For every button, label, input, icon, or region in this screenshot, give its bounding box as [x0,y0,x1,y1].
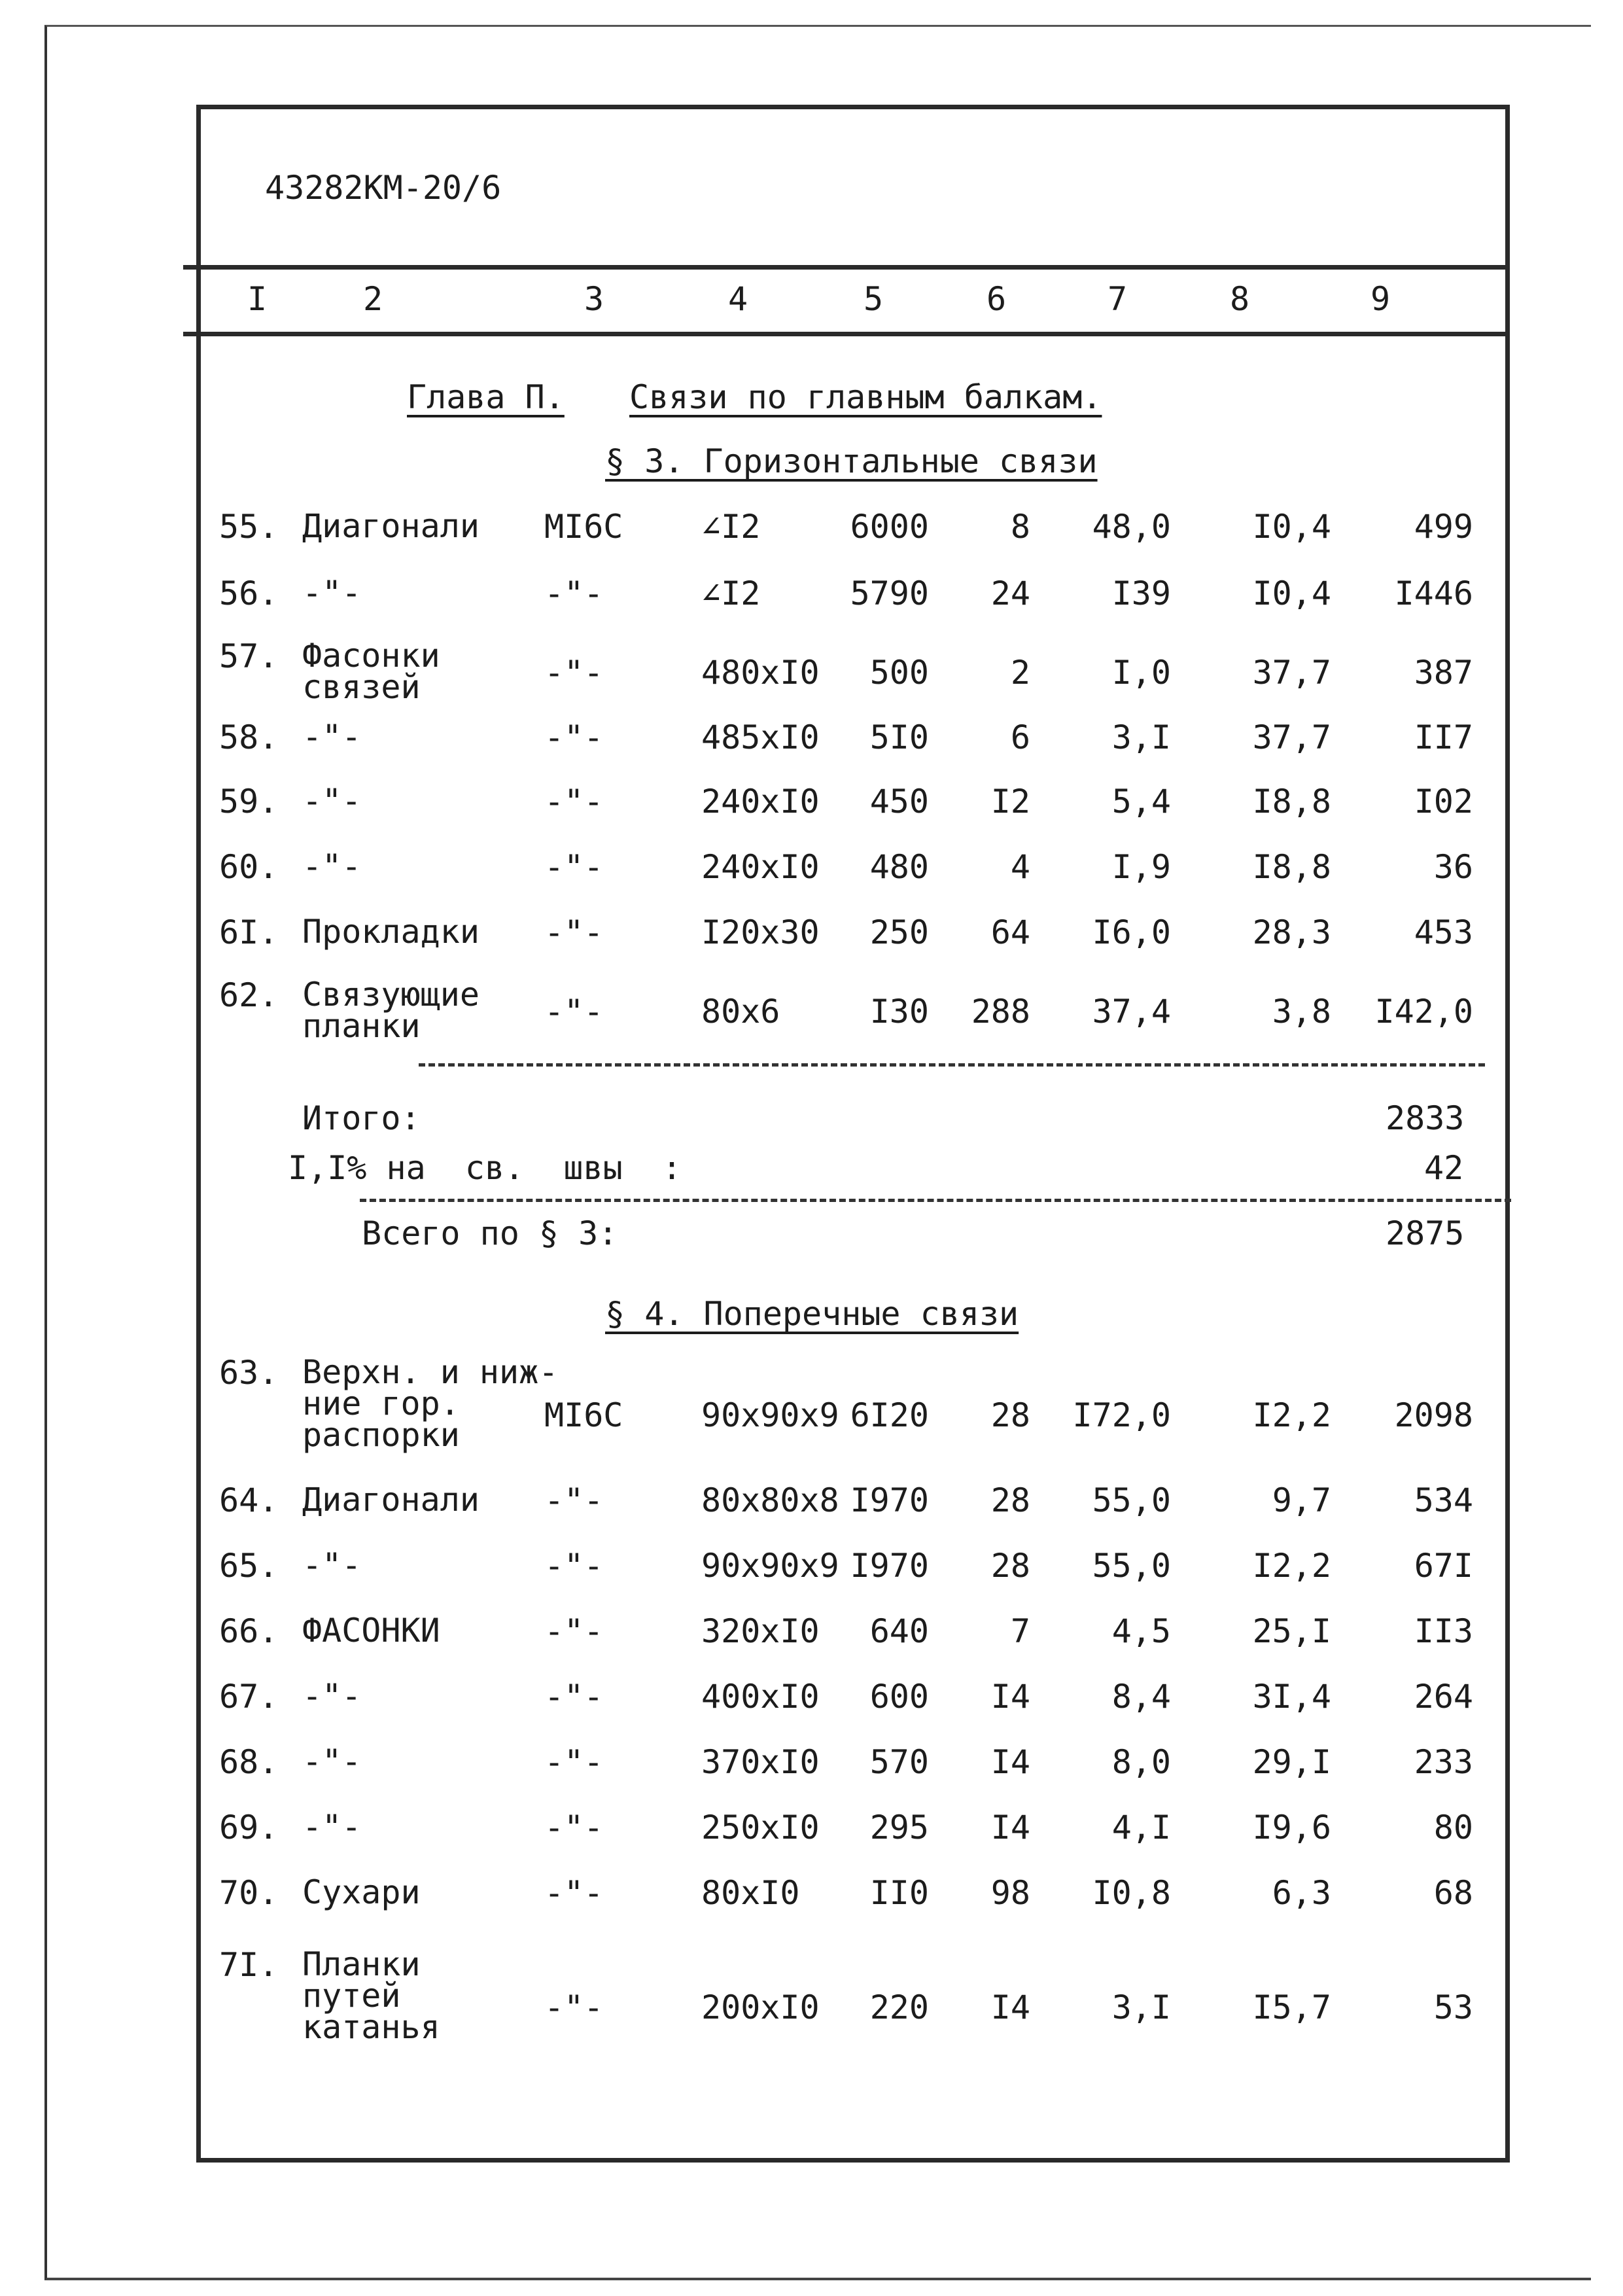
s4-row-7I-coefficient: I5,7 [1252,1988,1331,2026]
s3-row-6I-coefficient: 28,3 [1252,913,1331,951]
s4-row-65-total-mass: 67I [1414,1547,1473,1585]
s4-row-64-profile: 80х80х8 [701,1481,839,1519]
itogo-label: Итого: [302,1099,421,1137]
s4-row-68-quantity: I4 [990,1743,1030,1781]
s3-row-55-unit-mass: 48,0 [1092,508,1171,546]
col-header-4: 4 [728,280,748,318]
s3-row-58-coefficient: 37,7 [1252,718,1331,756]
s4-row-70-item-name: Сухари [302,1873,421,1911]
s3-row-60-quantity: 4 [1010,848,1030,886]
s3-row-62-length: I30 [869,993,929,1031]
s4-row-65-length: I970 [850,1547,929,1585]
col-header-8: 8 [1230,280,1250,318]
s3-row-59-unit-mass: 5,4 [1111,783,1171,821]
s3-row-58-steel-grade: -"- [544,718,604,756]
s3-row-62-unit-mass: 37,4 [1092,993,1171,1031]
s3-row-59-row-number: 59. [219,783,279,821]
divider-dashed-2 [360,1199,1511,1202]
s3-row-55-steel-grade: МI6С [544,508,623,546]
s4-row-66-unit-mass: 4,5 [1111,1612,1171,1650]
s3-row-55-length: 6000 [850,508,929,546]
section3-total-value: 2875 [1386,1214,1465,1252]
s3-row-6I-quantity: 64 [990,913,1030,951]
s3-row-56-total-mass: I446 [1394,574,1473,612]
s4-row-64-unit-mass: 55,0 [1092,1481,1171,1519]
s3-row-55-total-mass: 499 [1414,508,1473,546]
s4-row-70-length: II0 [869,1874,929,1912]
s3-row-57-row-number: 57. [219,637,279,675]
s3-row-56-length: 5790 [850,574,929,612]
s3-row-58-profile: 485хI0 [701,718,820,756]
chapter-title: Связи по главным балкам. [629,378,1102,416]
s3-row-55-quantity: 8 [1010,508,1030,546]
col-header-7: 7 [1108,280,1128,318]
s4-row-70-total-mass: 68 [1433,1874,1473,1912]
s3-row-59-item-name: -"- [302,782,362,820]
s4-row-63-length: 6I20 [850,1396,929,1434]
s4-row-66-row-number: 66. [219,1612,279,1650]
s4-row-7I-profile: 200хI0 [701,1988,820,2026]
s4-row-70-quantity: 98 [990,1874,1030,1912]
s3-row-57-quantity: 2 [1010,654,1030,692]
s3-row-57-item-name: Фасонки связей [302,637,440,706]
s3-row-55-row-number: 55. [219,508,279,546]
s3-row-56-coefficient: I0,4 [1252,574,1331,612]
itogo-value: 2833 [1386,1099,1465,1137]
s3-row-57-length: 500 [869,654,929,692]
s4-row-70-steel-grade: -"- [544,1874,604,1912]
s3-row-60-total-mass: 36 [1433,848,1473,886]
s3-row-58-total-mass: II7 [1414,718,1473,756]
s4-row-68-profile: 370хI0 [701,1743,820,1781]
s4-row-64-length: I970 [850,1481,929,1519]
s3-row-60-item-name: -"- [302,847,362,885]
s4-row-68-item-name: -"- [302,1742,362,1780]
s3-row-58-unit-mass: 3,I [1111,718,1171,756]
s3-row-6I-steel-grade: -"- [544,913,604,951]
s3-row-55-coefficient: I0,4 [1252,508,1331,546]
s4-row-67-steel-grade: -"- [544,1678,604,1716]
s4-row-70-unit-mass: I0,8 [1092,1874,1171,1912]
s3-row-60-row-number: 60. [219,848,279,886]
s4-row-69-total-mass: 80 [1433,1809,1473,1846]
document-code: 43282КМ-20/6 [265,169,502,207]
s3-row-59-total-mass: I02 [1414,783,1473,821]
s4-row-65-unit-mass: 55,0 [1092,1547,1171,1585]
s3-row-58-item-name: -"- [302,718,362,756]
s3-row-59-coefficient: I8,8 [1252,783,1331,821]
s3-row-59-steel-grade: -"- [544,783,604,821]
chapter-prefix: Глава П. [407,378,565,416]
s4-row-69-row-number: 69. [219,1809,279,1846]
s4-row-66-length: 640 [869,1612,929,1650]
s4-row-7I-unit-mass: 3,I [1111,1988,1171,2026]
s3-row-59-length: 450 [869,783,929,821]
s4-row-69-coefficient: I9,6 [1252,1809,1331,1846]
section4-heading: § 4. Поперечные связи [605,1295,1019,1333]
s4-row-7I-row-number: 7I. [219,1946,279,1984]
s3-row-62-coefficient: 3,8 [1272,993,1331,1031]
s4-row-65-coefficient: I2,2 [1252,1547,1331,1585]
s3-row-6I-item-name: Прокладки [302,913,480,951]
s4-row-63-coefficient: I2,2 [1252,1396,1331,1434]
s4-row-67-unit-mass: 8,4 [1111,1678,1171,1716]
s4-row-7I-length: 220 [869,1988,929,2026]
s3-row-6I-profile: I20х30 [701,913,820,951]
s4-row-67-item-name: -"- [302,1677,362,1715]
s4-row-68-total-mass: 233 [1414,1743,1473,1781]
s3-row-56-quantity: 24 [990,574,1030,612]
s3-row-56-item-name: -"- [302,574,362,612]
s3-row-62-item-name: Связующие планки [302,976,480,1045]
section3-heading: § 3. Горизонтальные связи [605,442,1098,480]
s3-row-58-row-number: 58. [219,718,279,756]
s4-row-67-profile: 400хI0 [701,1678,820,1716]
s4-row-70-profile: 80хI0 [701,1874,800,1912]
s4-row-63-quantity: 28 [990,1396,1030,1434]
header-rule-top [183,265,1506,270]
welds-value: 42 [1424,1149,1464,1187]
s3-row-60-unit-mass: I,9 [1111,848,1171,886]
s4-row-69-length: 295 [869,1809,929,1846]
s4-row-69-quantity: I4 [990,1809,1030,1846]
s3-row-60-profile: 240хI0 [701,848,820,886]
divider-dashed-1 [419,1063,1485,1067]
s4-row-64-quantity: 28 [990,1481,1030,1519]
s4-row-7I-steel-grade: -"- [544,1988,604,2026]
s3-row-55-item-name: Диагонали [302,507,480,545]
s4-row-64-item-name: Диагонали [302,1481,480,1519]
s4-row-67-quantity: I4 [990,1678,1030,1716]
s3-row-6I-total-mass: 453 [1414,913,1473,951]
s3-row-58-length: 5I0 [869,718,929,756]
s3-row-6I-length: 250 [869,913,929,951]
s4-row-67-length: 600 [869,1678,929,1716]
s4-row-63-row-number: 63. [219,1354,279,1392]
s4-row-68-row-number: 68. [219,1743,279,1781]
s4-row-65-row-number: 65. [219,1547,279,1585]
s3-row-55-profile: ∠I2 [701,508,761,546]
s3-row-58-quantity: 6 [1010,718,1030,756]
s4-row-63-unit-mass: I72,0 [1072,1396,1171,1434]
s4-row-66-steel-grade: -"- [544,1612,604,1650]
col-header-6: 6 [986,280,1007,318]
s3-row-59-profile: 240хI0 [701,783,820,821]
s4-row-69-unit-mass: 4,I [1111,1809,1171,1846]
s3-row-56-steel-grade: -"- [544,574,604,612]
s4-row-63-total-mass: 2098 [1394,1396,1473,1434]
col-header-2: 2 [363,280,383,318]
col-header-5: 5 [864,280,884,318]
s4-row-70-row-number: 70. [219,1874,279,1912]
s4-row-64-coefficient: 9,7 [1272,1481,1331,1519]
s3-row-59-quantity: I2 [990,783,1030,821]
s3-row-62-total-mass: I42,0 [1374,993,1473,1031]
s4-row-67-total-mass: 264 [1414,1678,1473,1716]
s3-row-56-unit-mass: I39 [1111,574,1171,612]
s4-row-68-coefficient: 29,I [1252,1743,1331,1781]
col-header-3: 3 [584,280,604,318]
s3-row-57-unit-mass: I,0 [1111,654,1171,692]
header-rule-bottom [183,332,1506,336]
s4-row-66-coefficient: 25,I [1252,1612,1331,1650]
col-header-1: I [247,280,268,318]
s4-row-67-coefficient: 3I,4 [1252,1678,1331,1716]
s4-row-65-steel-grade: -"- [544,1547,604,1585]
s4-row-68-steel-grade: -"- [544,1743,604,1781]
s4-row-7I-quantity: I4 [990,1988,1030,2026]
s3-row-6I-row-number: 6I. [219,913,279,951]
col-header-9: 9 [1370,280,1391,318]
s4-row-64-steel-grade: -"- [544,1481,604,1519]
s3-row-62-steel-grade: -"- [544,993,604,1031]
s3-row-6I-unit-mass: I6,0 [1092,913,1171,951]
s4-row-63-steel-grade: МI6С [544,1396,623,1434]
s3-row-56-profile: ∠I2 [701,574,761,612]
s4-row-7I-item-name: Планки путей катанья [302,1945,440,2046]
s4-row-69-profile: 250хI0 [701,1809,820,1846]
s3-row-62-row-number: 62. [219,976,279,1014]
s4-row-64-total-mass: 534 [1414,1481,1473,1519]
s3-row-60-length: 480 [869,848,929,886]
s4-row-65-quantity: 28 [990,1547,1030,1585]
s3-row-57-total-mass: 387 [1414,654,1473,692]
s4-row-66-profile: 320хI0 [701,1612,820,1650]
s3-row-57-profile: 480хI0 [701,654,820,692]
s4-row-69-item-name: -"- [302,1808,362,1846]
s4-row-63-profile: 90х90х9 [701,1396,839,1434]
s4-row-63-item-name: Верхн. и ниж- ние гор. распорки [302,1353,559,1454]
s3-row-60-coefficient: I8,8 [1252,848,1331,886]
s4-row-70-coefficient: 6,3 [1272,1874,1331,1912]
s4-row-68-length: 570 [869,1743,929,1781]
s4-row-67-row-number: 67. [219,1678,279,1716]
s4-row-69-steel-grade: -"- [544,1809,604,1846]
s4-row-66-quantity: 7 [1010,1612,1030,1650]
s4-row-65-profile: 90х90х9 [701,1547,839,1585]
s3-row-56-row-number: 56. [219,574,279,612]
s4-row-64-row-number: 64. [219,1481,279,1519]
s3-row-60-steel-grade: -"- [544,848,604,886]
s4-row-68-unit-mass: 8,0 [1111,1743,1171,1781]
s4-row-65-item-name: -"- [302,1546,362,1584]
s3-row-62-profile: 80х6 [701,993,780,1031]
s3-row-57-steel-grade: -"- [544,654,604,692]
s4-row-7I-total-mass: 53 [1433,1988,1473,2026]
s3-row-62-quantity: 288 [971,993,1030,1031]
s3-row-57-coefficient: 37,7 [1252,654,1331,692]
section3-total-label: Всего по § 3: [362,1214,618,1252]
s4-row-66-total-mass: II3 [1414,1612,1473,1650]
s4-row-66-item-name: ФАСОНКИ [302,1612,440,1650]
welds-label: I,I% на св. швы : [288,1149,682,1187]
